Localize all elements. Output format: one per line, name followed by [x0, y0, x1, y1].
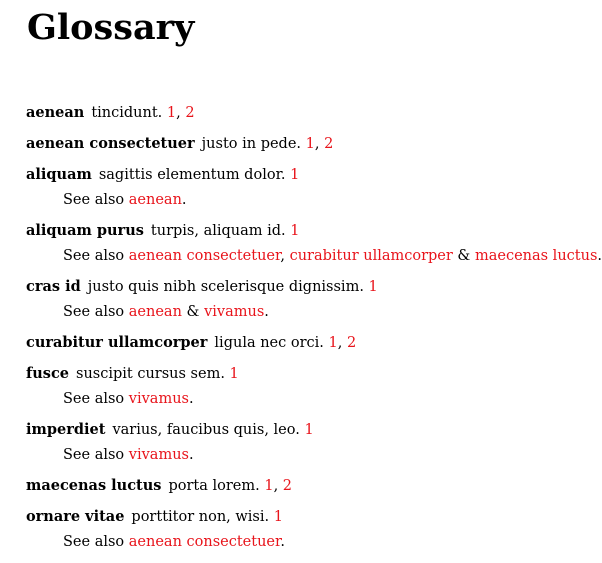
page-link[interactable]: 1 [273, 509, 283, 525]
entry-description: ligula nec orci. [214, 335, 324, 351]
entry-description: turpis, aliquam id. [150, 223, 286, 239]
see-also-label: See also [63, 447, 125, 463]
see-also-link[interactable]: aenean consectetuer [128, 248, 281, 264]
entry-line: curabitur ullamcorper ligula nec orci. 1, 2 [26, 334, 357, 351]
entry-line [26, 165, 531, 185]
glossary-entry [26, 420, 531, 465]
glossary-entry [26, 134, 531, 154]
entry-term: aliquam purus [26, 222, 144, 239]
entry-term: maecenas luctus [26, 477, 162, 494]
glossary-entry [26, 165, 531, 210]
page-link[interactable]: 2 [324, 136, 334, 152]
entry-term: ornare vitae [26, 508, 125, 525]
glossary-entry [26, 333, 531, 353]
entry-line [26, 277, 531, 297]
entry-line [26, 507, 531, 527]
page-link[interactable]: 1 [166, 105, 177, 121]
entry-description: tincidunt. [91, 105, 163, 121]
entry-term: aliquam [26, 166, 92, 183]
see-also-label: See also [63, 248, 125, 264]
entry-line [26, 221, 531, 241]
see-also-line: See also vivamus. [63, 447, 194, 463]
entry-term: aenean [26, 104, 85, 121]
entry-term: curabitur ullamcorper [26, 334, 208, 351]
entry-term: aenean consectetuer [26, 135, 195, 152]
see-also-link[interactable]: vivamus [128, 391, 189, 407]
see-also-line: See also vivamus. [63, 391, 194, 407]
entry-line: aenean consectetuer justo in pede. 1, 2 [26, 135, 334, 152]
entry-description: sagittis elementum dolor. [98, 167, 286, 183]
glossary-entry [26, 103, 531, 123]
see-also-line: See also aenean. [63, 192, 187, 208]
page-link[interactable]: 1 [328, 335, 338, 351]
page-link[interactable]: 2 [282, 478, 293, 494]
entry-line: aenean tincidunt. 1, 2 [26, 104, 195, 121]
entry-line [26, 420, 531, 440]
page-link[interactable]: 1 [229, 366, 239, 382]
glossary-entry [26, 476, 531, 496]
entry-description: suscipit cursus sem. [76, 366, 225, 382]
see-also-label: See also [63, 192, 125, 208]
entry-term: imperdiet [26, 421, 106, 438]
see-also-label: See also [63, 304, 125, 320]
see-also-link[interactable]: curabitur ullamcorper [289, 248, 453, 264]
page-link[interactable]: 2 [185, 105, 195, 121]
entry-description: varius, faucibus quis, leo. [112, 422, 300, 438]
see-also-link[interactable]: aenean [128, 192, 182, 208]
page-link[interactable]: 1 [290, 167, 300, 183]
entry-description: porta lorem. [168, 478, 260, 494]
page-title: Glossary [27, 7, 195, 48]
entry-description: justo quis nibh scelerisque dignissim. [87, 279, 364, 295]
glossary-list [26, 103, 602, 563]
entry-description: porttitor non, wisi. [131, 509, 270, 525]
see-also-label: See also [63, 391, 125, 407]
entry-description: justo in pede. [201, 136, 302, 152]
entry-line: maecenas luctus porta lorem. 1, 2 [26, 477, 293, 494]
entry-term: fusce [26, 365, 69, 382]
page-link[interactable]: 1 [368, 279, 378, 295]
page-link[interactable]: 1 [264, 478, 274, 494]
entry-term: cras id [26, 278, 81, 295]
glossary-entry [26, 507, 531, 552]
page-link[interactable]: 1 [290, 223, 300, 239]
entry-line [26, 364, 531, 384]
glossary-entry [26, 277, 531, 322]
see-also-line: See also aenean consectetuer. [63, 534, 285, 550]
page-link[interactable]: 1 [304, 422, 314, 438]
see-also-link[interactable]: maecenas luctus [474, 248, 598, 264]
see-also-link[interactable]: vivamus [128, 447, 189, 463]
glossary-entry [26, 364, 531, 409]
page-link[interactable]: 1 [305, 136, 315, 152]
see-also-label: See also [63, 534, 125, 550]
glossary-entry [26, 221, 602, 266]
see-also-line: See also aenean consectetuer, curabitur ullamcorper & maecenas luctus. [63, 248, 602, 264]
see-also-link[interactable]: aenean [128, 304, 182, 320]
see-also-link[interactable]: aenean consectetuer [128, 534, 281, 550]
see-also-line: See also aenean & vivamus. [63, 304, 269, 320]
page-link[interactable]: 2 [346, 335, 357, 351]
see-also-link[interactable]: vivamus [204, 304, 265, 320]
